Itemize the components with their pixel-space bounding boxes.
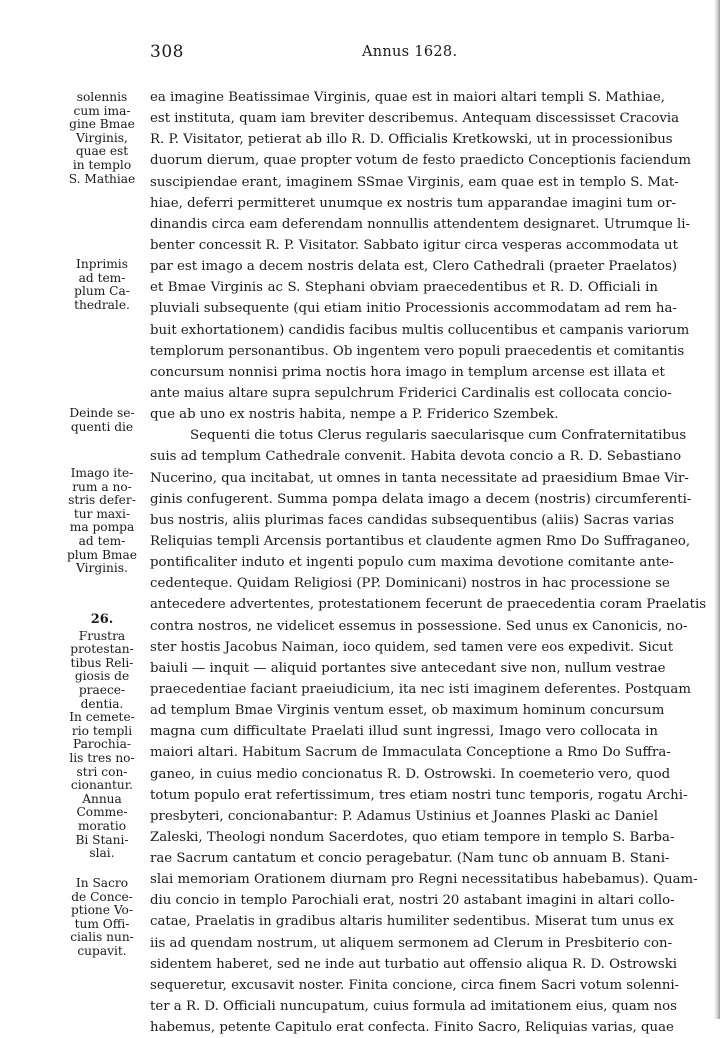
text-line: antecedere advertentes, protestationem fecerunt de praecedentia coram Praelatis xyxy=(150,597,707,613)
text-line: cedenteque. Quidam Religiosi (PP. Dominicani) nostros in hac processione se xyxy=(150,576,670,592)
text-line: ganeo, in cuius medio concionatus R. D. Ostrowski. In coemeterio vero, quod xyxy=(150,766,671,782)
margin-line: cialis nun- xyxy=(70,930,134,945)
text-line: contra nostros, ne videlicet essemus in possessione. Sed unus ex Canonicis, no- xyxy=(150,618,688,634)
margin-line: Annua xyxy=(82,791,122,806)
margin-note-in-sacro xyxy=(58,877,146,959)
margin-line: giosis de xyxy=(74,669,130,684)
margin-line: quae est xyxy=(75,144,129,159)
text-line: totum populo erat refertissimum, tres etiam nostri tunc temporis, rogatu Archi- xyxy=(150,787,688,803)
text-line: concursum nonnisi prima noctis hora imago in templum arcense est illata et xyxy=(150,364,665,380)
margin-line: de Conce- xyxy=(71,889,133,904)
margin-line: Virginis. xyxy=(76,561,128,576)
text-line: Reliquias templi Arcensis portantibus et claudente agmen Rmo Do Suffraganeo, xyxy=(150,533,691,549)
margin-note-deinde xyxy=(58,407,146,434)
text-line: ster hostis Jacobus Naiman, ioco quidem, sed tamen vere eos expedivit. Sicut xyxy=(150,639,674,655)
text-line: pluviali subsequente (qui etiam initio Processionis accommodatam ad rem ha- xyxy=(150,301,677,317)
margin-line: Frustra xyxy=(78,628,126,643)
margin-line: In cemete- xyxy=(69,710,135,725)
text-line: hiae, deferri permitteret unumque ex nostris tum apparandae imagini tum or- xyxy=(150,195,677,211)
margin-note-solennis xyxy=(58,91,146,186)
margin-line: cupavit. xyxy=(77,943,127,958)
text-line: que ab uno ex nostris habita, nempe a P. Friderico Szembek. xyxy=(150,407,559,423)
text-line: est instituta, quam iam breviter describemus. Antequam discessisset Cracovia xyxy=(150,111,680,127)
margin-line: plum Bmae xyxy=(67,547,137,562)
text-line: bus nostris, aliis plurimas faces candidas subsequentibus (aliis) Sacras varias xyxy=(150,512,674,528)
margin-line: Bi Stani- xyxy=(75,832,129,847)
text-line: praecedentiae faciant praeiudicium, ita nec isti imaginem deferentes. Postquam xyxy=(150,681,691,697)
margin-line: ad tem- xyxy=(78,533,126,548)
text-line: suscipiendae erant, imaginem SSmae Virginis, eam quae est in templo S. Mat- xyxy=(150,174,679,190)
margin-line: rio templi xyxy=(71,723,133,738)
text-line: catae, Praelatis in gradibus altaris humiliter sedentibus. Miserat tum unus ex xyxy=(150,914,674,930)
margin-line: Deinde se- xyxy=(69,406,135,420)
text-line: ad templum Bmae Virginis ventum esset, ob maximum hominum concursum xyxy=(150,703,665,719)
margin-line: stris defer- xyxy=(68,493,136,508)
margin-line: tum Offi- xyxy=(74,916,130,931)
margin-line: Parochia- xyxy=(72,737,132,752)
margin-line: tur maxi- xyxy=(73,506,131,521)
text-line: suis ad templum Cathedrale convenit. Habita devota concio a R. D. Sebastiano xyxy=(150,449,682,465)
margin-line: dentia. xyxy=(80,696,124,711)
text-line: et Bmae Virginis ac S. Stephani obviam praecedentibus et R. D. Officiali in xyxy=(150,280,658,296)
text-line: R. P. Visitator, petierat ab illo R. D. Officialis Kretkowski, ut in processionibus xyxy=(150,132,673,148)
text-line: iis ad quendam nostrum, ut aliquem sermonem ad Clerum in Presbiterio con- xyxy=(150,935,673,951)
margin-line: moratio xyxy=(77,818,127,833)
section-number: 26. xyxy=(90,612,114,627)
text-line: ea imagine Beatissimae Virginis, quae est in maiori altari templi S. Mathiae, xyxy=(150,90,665,105)
text-line: magna cum difficultate Praelati illud sunt ingressi, Imago vero collocata in xyxy=(150,724,658,740)
text-line: buit exhortationem) candidis facibus multis collucentibus et campanis variorum xyxy=(150,322,690,338)
margin-line: thedrale. xyxy=(74,297,130,312)
body-text xyxy=(150,87,707,1038)
margin-line: quenti die xyxy=(70,419,134,434)
margin-line: Inprimis xyxy=(76,257,128,271)
page-number: 308 xyxy=(150,42,184,62)
margin-note-imago xyxy=(58,467,146,576)
margin-line: solennis xyxy=(76,90,128,104)
text-line: baiuli — inquit — aliquid portantes sive antecedant sive non, nullum vestrae xyxy=(150,660,666,676)
margin-line: ma pompa xyxy=(69,520,135,535)
text-line: sidentem haberet, sed ne inde aut turbatio aut offensio aliqua R. D. Ostrowski xyxy=(150,956,678,972)
text-line: ante maius altare supra sepulchrum Friderici Cardinalis est collocata concio- xyxy=(150,385,672,401)
text-line: Nucerino, qua incitabat, ut omnes in tanta necessitate ad praesidium Bmae Vir- xyxy=(150,470,689,486)
text-line: pontificaliter induto et ingenti populo cum maxima devotione comitante ante- xyxy=(150,555,674,571)
text-line: rae Sacrum cantatum et concio peragebatur. (Nam tunc ob annuam B. Stani- xyxy=(150,851,670,867)
text-line: sequeretur, excusavit noster. Finita concione, circa finem Sacri votum solenni- xyxy=(150,977,680,993)
margin-line: S. Mathiae xyxy=(68,171,136,186)
text-line: Zaleski, Theologi nondum Sacerdotes, quo etiam tempore in templo S. Barba- xyxy=(150,829,675,845)
text-line: dinandis circa eam deferendam nonnullis attendentem designaret. Utrumque li- xyxy=(150,216,690,232)
margin-line: lis tres no- xyxy=(69,750,135,765)
text-line: duorum dierum, quae propter votum de festo praedicto Conceptionis faciendum xyxy=(150,153,691,169)
page-header xyxy=(0,42,720,66)
margin-note-inprimis xyxy=(58,258,146,312)
page-edge-shadow xyxy=(714,0,720,1019)
text-line: templorum personantibus. Ob ingentem vero populi praecedentis et comitantis xyxy=(150,343,685,359)
margin-line: in templo xyxy=(72,157,132,172)
text-line: presbyteri, concionabantur: P. Adamus Ustinius et Joannes Plaski ac Daniel xyxy=(150,808,658,824)
margin-line: ptione Vo- xyxy=(70,903,133,918)
text-line: ginis confugerent. Summa pompa delata imago a decem (nostris) circumferenti- xyxy=(150,491,692,507)
margin-line: Comme- xyxy=(76,805,128,820)
margin-line: protestan- xyxy=(70,642,134,657)
margin-line: Virginis, xyxy=(76,130,128,145)
text-line: habemus, petente Capitulo erat confecta. Finito Sacro, Reliquias varias, quae xyxy=(150,1020,674,1036)
margin-line: tibus Reli- xyxy=(70,655,134,670)
margin-note-26 xyxy=(58,613,146,861)
margin-line: cionantur. xyxy=(70,778,134,793)
margin-line: cum ima- xyxy=(73,103,131,118)
text-line: Sequenti die totus Clerus regularis saecularisque cum Confraternitatibus xyxy=(190,428,687,444)
margin-line: stri con- xyxy=(76,764,128,779)
margin-line: plum Ca- xyxy=(74,284,130,299)
margin-line: ad tem- xyxy=(78,270,126,285)
text-line: slai memoriam Orationem diurnam pro Regni necessitatibus habebamus). Quam- xyxy=(150,872,698,888)
margin-line: praece- xyxy=(78,682,126,697)
text-line: benter concessit R. P. Visitator. Sabbato igitur circa vesperas accommodata ut xyxy=(150,237,678,253)
running-head: Annus 1628. xyxy=(362,44,458,60)
margin-line: In Sacro xyxy=(75,876,129,890)
text-line: par est imago a decem nostris delata est, Clero Cathedrali (praeter Praelatos) xyxy=(150,259,678,275)
text-line: diu concio in templo Parochiali erat, nostri 20 astabant imagini in altari collo- xyxy=(150,893,675,909)
margin-line: gine Bmae xyxy=(69,117,135,132)
margin-line: rum a no- xyxy=(72,479,132,494)
text-line: ter a R. D. Officiali nuncupatum, cuius formula ad imitationem eius, quam nos xyxy=(150,999,677,1015)
margin-line: Imago ite- xyxy=(70,466,134,480)
margin-line: slai. xyxy=(89,846,115,861)
text-line: maiori altari. Habitum Sacrum de Immaculata Conceptione a Rmo Do Suffra- xyxy=(150,745,671,761)
